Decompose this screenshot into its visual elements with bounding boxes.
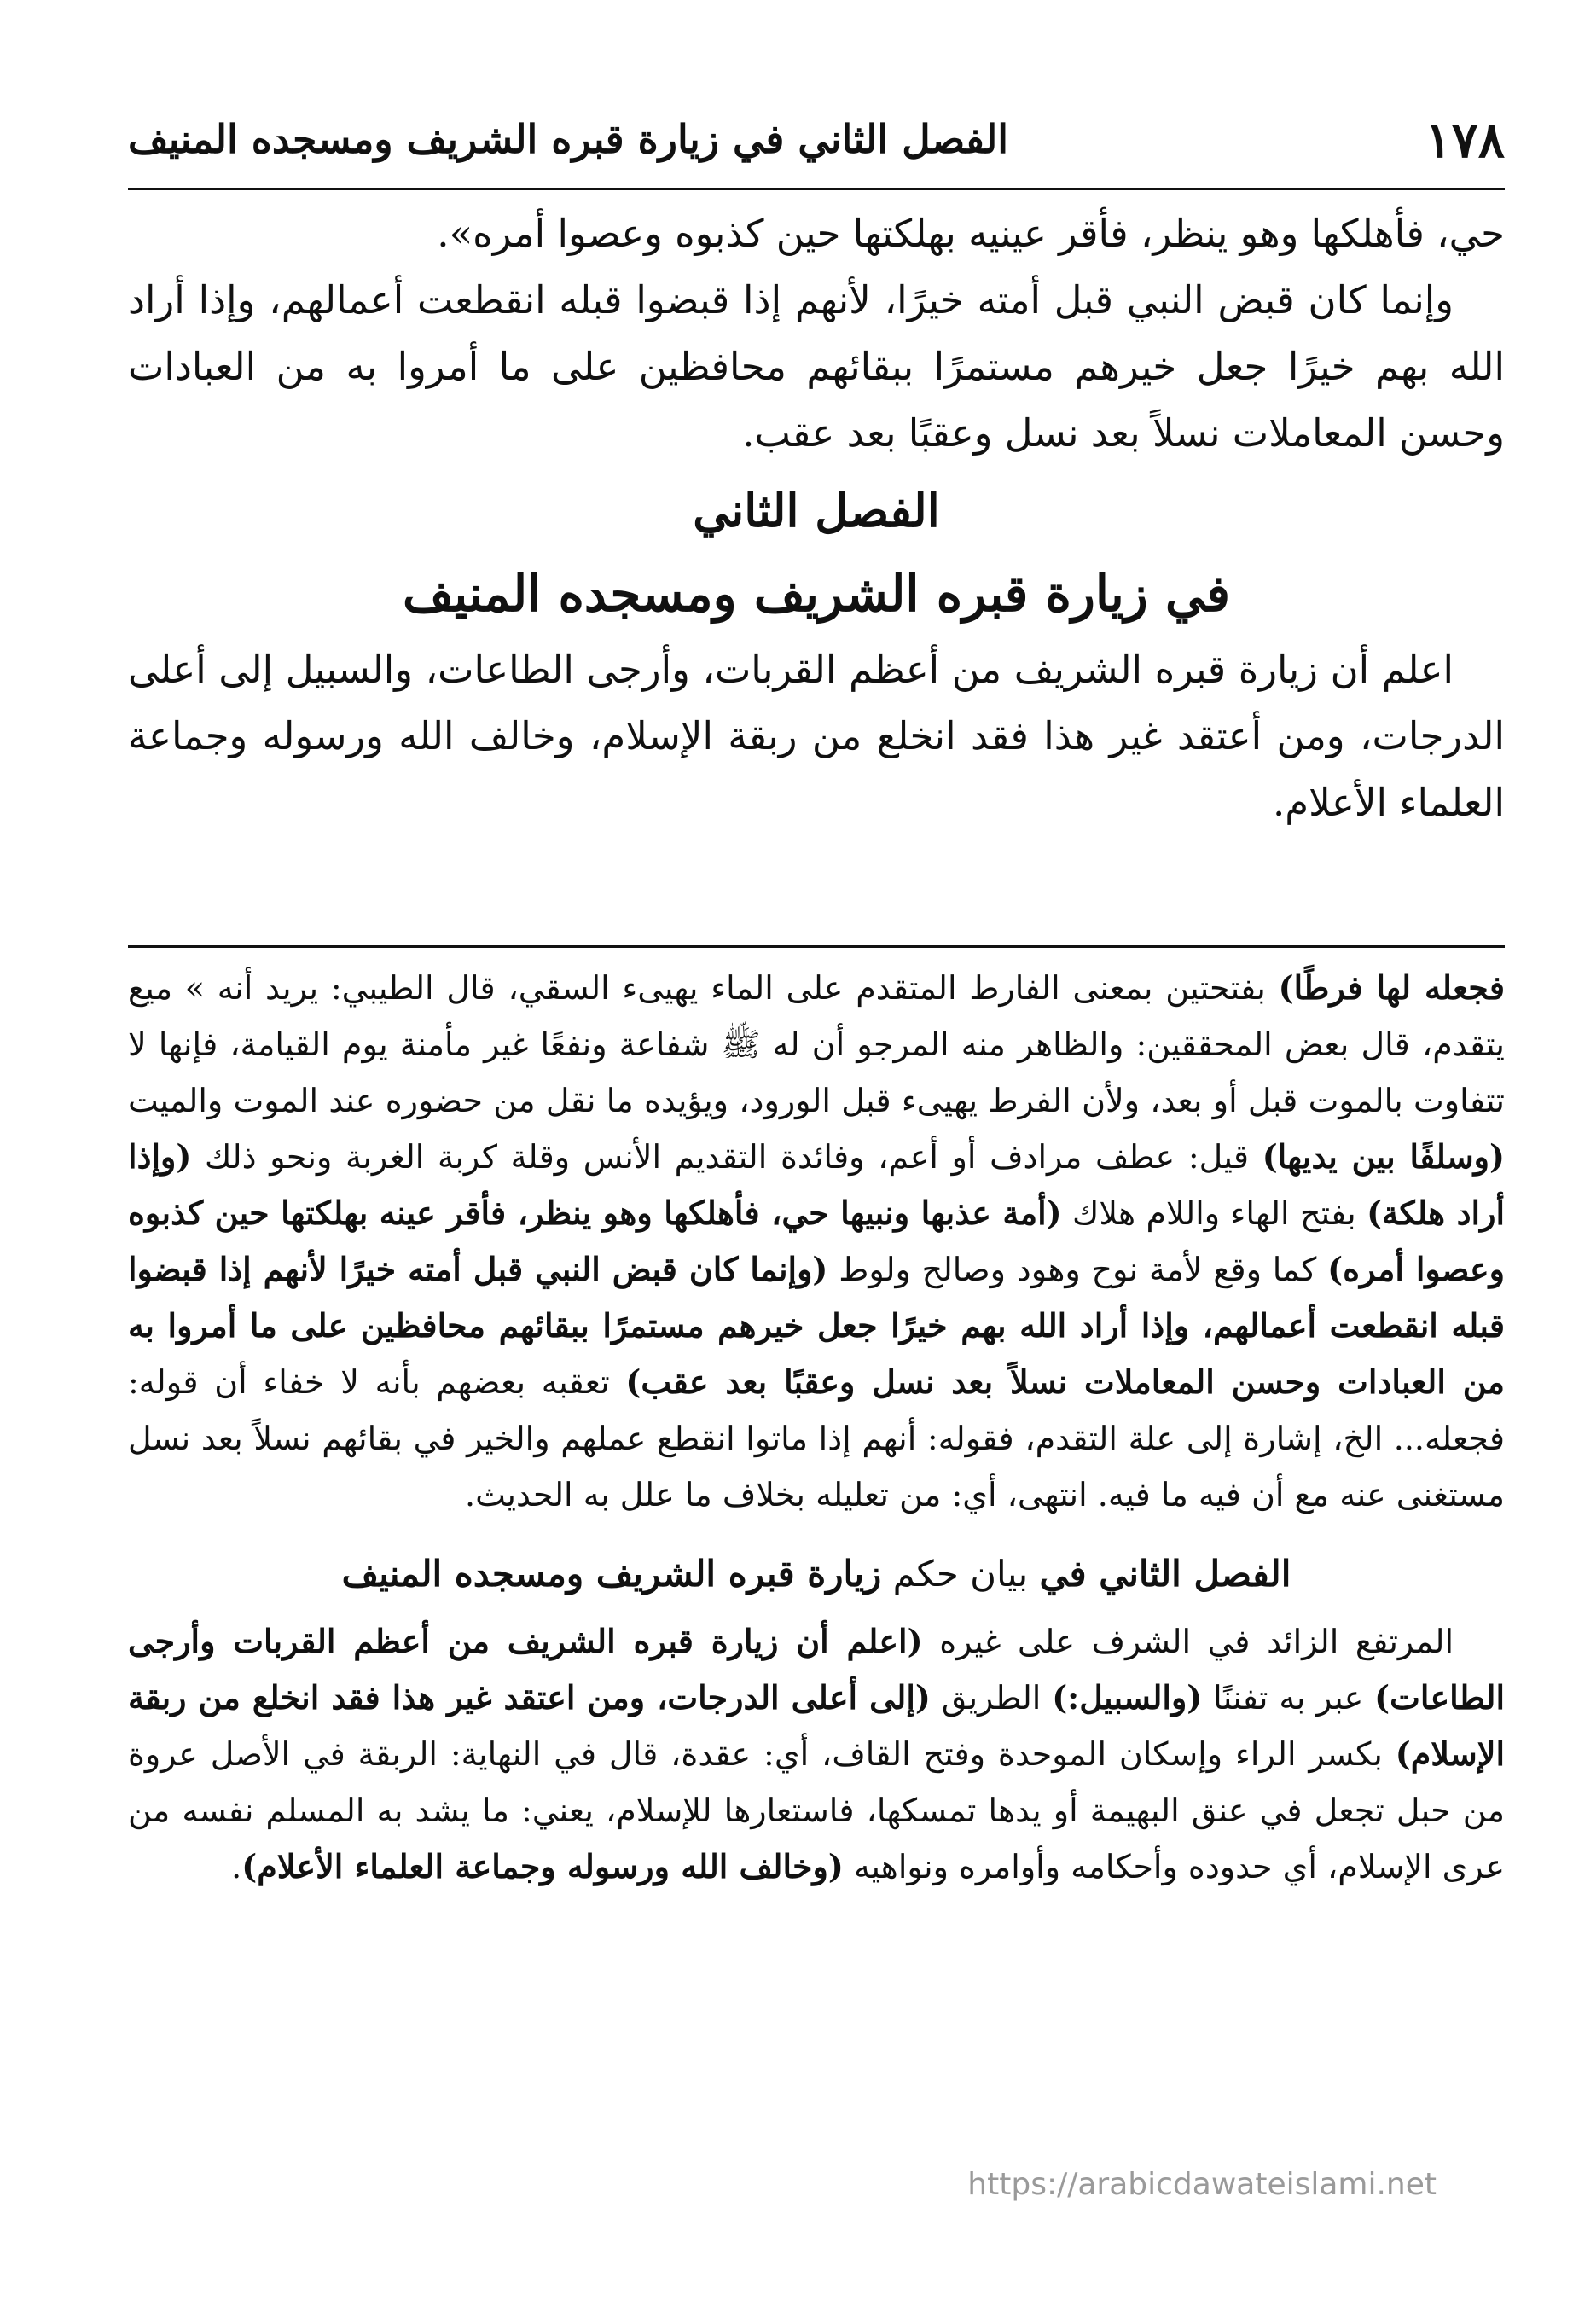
commentary-text-run: الطريق <box>930 1679 1053 1717</box>
commentary-text-run: . <box>231 1848 242 1885</box>
commentary-text-run: بفتح الهاء واللام هلاك <box>1061 1194 1367 1232</box>
commentary-text-run: قيل: عطف مرادف أو أعم، وفائدة التقديم الأنس وقلة كربة الغربة ونحو ذلك <box>191 1138 1262 1176</box>
quoted-phrase: (إلى أعلى الدرجات، ومن اعتقد غير هذا فقد انخلع من ربقة الإسلام) <box>128 1678 1505 1773</box>
quoted-phrase: فجعله لها فرطًا) <box>1278 968 1505 1007</box>
quoted-phrase: (وإذا أراد هلكة) <box>128 1137 1506 1232</box>
commentary-text-run: تعقبه بعضهم بأنه لا خفاء أن قوله: فجعله... الخ، إشارة إلى علة التقدم، فقوله: أنهم إذا ماتوا انقطع عملهم والخير في بقائهم نسلاً بعد نسل مستغنى عنه مع أن فيه ما فيه. انتهى، أي: من تعليله بخلاف ما علل به الحديث. <box>128 1363 1505 1514</box>
watermark-url: https://arabicdawateislami.net <box>967 2167 1437 2202</box>
running-title: الفصل الثاني في زيارة قبره الشريف ومسجده المنيف <box>128 116 1008 162</box>
page-header <box>128 111 1505 190</box>
main-paragraph-3: اعلم أن زيارة قبره الشريف من أعظم القربات، وأرجى الطاعات، والسبيل إلى أعلى الدرجات، ومن أعتقد غير هذا فقد انخلع من ربقة الإسلام، وخالف الله ورسوله وجماعة العلماء الأعلام. <box>128 647 1505 825</box>
commentary-text-run: عبر به تفننًا <box>1202 1679 1375 1717</box>
commentary-text-run: بيان حكم <box>881 1553 1040 1595</box>
footnote-separator <box>128 945 1505 948</box>
commentary-sub-heading <box>128 1535 1505 1613</box>
quoted-phrase: (اعلم أن زيارة قبره الشريف من أعظم القربات وأرجى الطاعات) <box>128 1622 1506 1717</box>
commentary-text-run: كما وقع لأمة نوح وهود وصالح ولوط <box>827 1251 1328 1288</box>
quoted-phrase: (وسلفًا بين يديها) <box>1262 1137 1506 1176</box>
quoted-phrase: (أمة عذبها ونبيها حي، فأهلكها وهو ينظر، فأقر عينه بهلكتها حين كذبوه وعصوا أمره) <box>128 1194 1506 1288</box>
chapter-title: في زيارة قبره الشريف ومسجده المنيف <box>402 565 1231 623</box>
main-paragraph-2: وإنما كان قبض النبي قبل أمته خيرًا، لأنهم إذا قبضوا قبله انقطعت أعمالهم، وإذا أراد الله بهم خيرًا جعل خيرهم مستمرًا ببقائهم محافظين على ما أمروا به من العبادات وحسن المعاملات نسلاً بعد نسل وعقبًا بعد عقب. <box>128 277 1505 456</box>
quoted-phrase: (والسبيل:) <box>1052 1678 1203 1717</box>
page-number: ١٧٨ <box>1425 111 1505 169</box>
commentary-text-run: بفتحتين بمعنى الفارط المتقدم على الماء يهيىء السقي، قال الطيبي: يريد أنه » ميع يتقدم، قال بعض المحققين: والظاهر منه المرجو أن له ﷺ شفاعة ونفعًا غير مأمنة يوم القيامة، فإنها لا تتفاوت بالموت قبل أو بعد، ولأن الفرط يهيىء قبل الورود، ويؤيده ما نقل من حضوره عند الموت والميت <box>128 969 1505 1119</box>
quoted-phrase: زيارة قبره الشريف ومسجده المنيف <box>341 1553 882 1595</box>
main-text <box>128 200 1505 836</box>
commentary-paragraph-2 <box>128 1613 1505 1895</box>
quoted-phrase: الفصل الثاني في <box>1039 1553 1291 1595</box>
commentary-text-run: بكسر الراء وإسكان الموحدة وفتح القاف، أي: عقدة، قال في النهاية: الربقة في الأصل عروة من حبل تجعل في عنق البهيمة أو يدها تمسكها، فاستعارها للإسلام، يعني: ما يشد به المسلم نفسه من عرى الإسلام، أي حدوده وأحكامه وأوامره ونواهيه <box>128 1735 1505 1885</box>
chapter-label: الفصل الثاني <box>693 483 940 537</box>
quoted-phrase: (وخالف الله ورسوله وجماعة العلماء الأعلام) <box>241 1847 844 1885</box>
quoted-phrase: (وإنما كان قبض النبي قبل أمته خيرًا لأنهم إذا قبضوا قبله انقطعت أعمالهم، وإذا أراد الله بهم خيرًا جعل خيرهم مستمرًا ببقائهم محافظين على ما أمروا به من العبادات وحسن المعاملات نسلاً بعد نسل وعقبًا بعد عقب) <box>128 1250 1505 1401</box>
commentary-text-run: المرتفع الزائد في الشرف على غيره <box>922 1623 1454 1660</box>
commentary-text <box>128 960 1505 1895</box>
main-paragraph-1: حي، فأهلكها وهو ينظر، فأقر عينيه بهلكتها حين كذبوه وعصوا أمره». <box>437 211 1505 256</box>
commentary-paragraph-1 <box>128 960 1505 1523</box>
